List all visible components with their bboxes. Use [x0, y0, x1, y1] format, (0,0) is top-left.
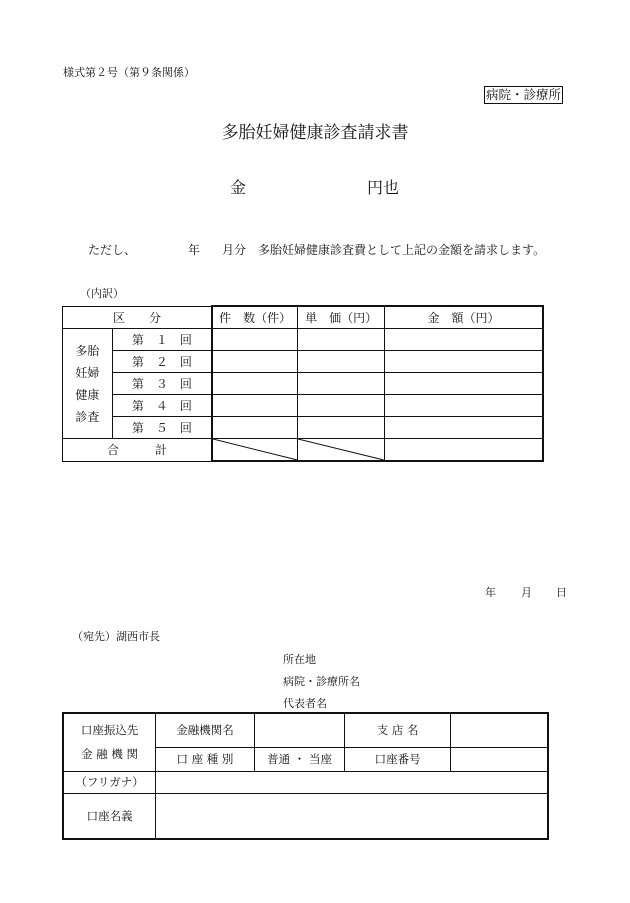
total-unit-price-crossed [298, 439, 385, 462]
header-category: 区 分 [63, 306, 213, 329]
account-type-label: 口 座 種 別 [156, 747, 255, 771]
bank-transfer-header: 口座振込先 金 融 機 関 [63, 713, 156, 771]
claim-statement [88, 241, 545, 258]
header-amount: 金 額（円） [385, 306, 543, 329]
count-cell[interactable] [212, 351, 298, 373]
account-holder-label: 口座名義 [63, 793, 156, 839]
row-label: 第 ４ 回 [112, 395, 212, 417]
statement-text: 多胎妊婦健康診査費として上記の金額を請求します。 [258, 243, 546, 257]
claimant-representative-label: 代表者名 [283, 697, 327, 710]
amount-kin-label: 金 [230, 178, 247, 197]
claimant-facility-label: 病院・診療所名 [283, 675, 360, 688]
total-label: 合 計 [63, 439, 213, 462]
account-number-field[interactable] [450, 747, 548, 771]
account-holder-field[interactable] [156, 793, 548, 839]
bank-name-label: 金融機関名 [156, 713, 255, 747]
bank-account-table [62, 712, 549, 840]
facility-stamp-label: 病院・診療所 [486, 87, 562, 102]
date-day: 日 [556, 586, 567, 599]
statement-month: 月分 [222, 243, 247, 257]
amount-cell[interactable] [385, 351, 543, 373]
amount-cell[interactable] [385, 329, 543, 351]
amount-cell[interactable] [385, 395, 543, 417]
statement-prefix: ただし、 [88, 243, 137, 257]
category-group: 多胎 妊婦 健康 診査 [63, 329, 113, 439]
account-number-label: 口座番号 [345, 747, 451, 771]
count-cell[interactable] [212, 373, 298, 395]
diagonal-line [298, 439, 384, 460]
bank-name-field[interactable] [254, 713, 345, 747]
account-type-options[interactable]: 普通 ・ 当座 [254, 747, 345, 771]
date-year: 年 [485, 586, 496, 599]
date-month: 月 [521, 586, 532, 599]
unit-price-cell[interactable] [298, 351, 385, 373]
unit-price-cell[interactable] [298, 373, 385, 395]
amount-cell[interactable] [385, 417, 543, 439]
diagonal-line [213, 439, 297, 460]
total-count-crossed [212, 439, 298, 462]
header-count: 件 数（件） [212, 306, 298, 329]
count-cell[interactable] [212, 417, 298, 439]
count-cell[interactable] [212, 395, 298, 417]
row-label: 第 ２ 回 [112, 351, 212, 373]
row-label: 第 ５ 回 [112, 417, 212, 439]
unit-price-cell[interactable] [298, 329, 385, 351]
furigana-field[interactable] [156, 771, 548, 793]
form-number: 様式第２号（第９条関係） [63, 66, 195, 79]
unit-price-cell[interactable] [298, 395, 385, 417]
amount-cell[interactable] [385, 373, 543, 395]
row-label: 第 ３ 回 [112, 373, 212, 395]
furigana-label: （フリガナ） [63, 771, 156, 793]
statement-year: 年 [188, 243, 201, 257]
breakdown-caption: （内訳） [80, 287, 124, 300]
total-amount-cell[interactable] [385, 439, 543, 462]
row-label: 第 １ 回 [112, 329, 212, 351]
count-cell[interactable] [212, 329, 298, 351]
branch-name-field[interactable] [450, 713, 548, 747]
addressee: （宛先）湖西市長 [72, 630, 160, 643]
breakdown-table [62, 305, 544, 462]
unit-price-cell[interactable] [298, 417, 385, 439]
amount-yen-label: 円也 [367, 178, 400, 197]
page-title: 多胎妊婦健康診査請求書 [221, 123, 409, 143]
claimant-address-label: 所在地 [283, 653, 316, 666]
header-unit-price: 単 価（円） [298, 306, 385, 329]
branch-name-label: 支 店 名 [345, 713, 451, 747]
